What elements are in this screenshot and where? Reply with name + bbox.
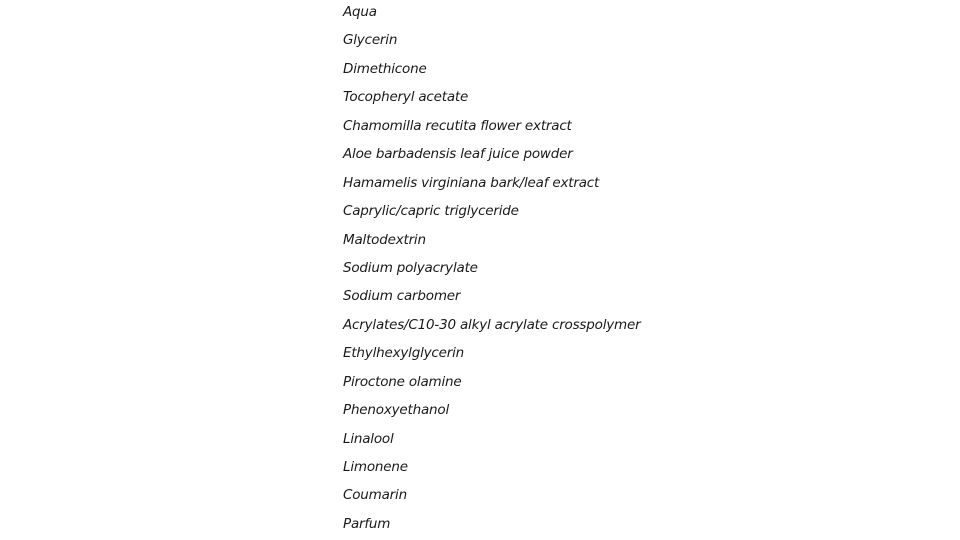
ingredient-item: Aloe barbadensis leaf juice powder — [343, 146, 573, 163]
ingredient-item: Phenoxyethanol — [343, 402, 449, 419]
ingredient-item: Aqua — [343, 4, 377, 20]
ingredient-item: Chamomilla recutita flower extract — [343, 117, 572, 134]
ingredient-item: Limonene — [343, 459, 408, 475]
ingredient-list — [343, 2, 640, 540]
ingredient-item: Glycerin — [343, 32, 398, 49]
ingredient-item: Sodium polyacrylate — [343, 259, 478, 276]
ingredient-item: Sodium carbomer — [343, 288, 461, 305]
ingredient-item: Piroctone olamine — [343, 373, 462, 390]
ingredient-item: Hamamelis virginiana bark/leaf extract — [343, 174, 600, 191]
ingredient-item: Coumarin — [343, 487, 407, 504]
ingredient-item: Caprylic/capric triglyceride — [343, 203, 519, 220]
ingredient-item: Maltodextrin — [343, 231, 426, 248]
ingredient-item: Linalool — [343, 430, 394, 447]
ingredient-item: Dimethicone — [343, 60, 427, 77]
ingredient-item: Acrylates/C10-30 alkyl acrylate crosspolymer — [343, 316, 641, 333]
ingredient-item: Ethylhexylglycerin — [343, 345, 465, 362]
ingredient-item: Parfum — [343, 515, 391, 532]
ingredient-item: Tocopheryl acetate — [343, 89, 469, 106]
